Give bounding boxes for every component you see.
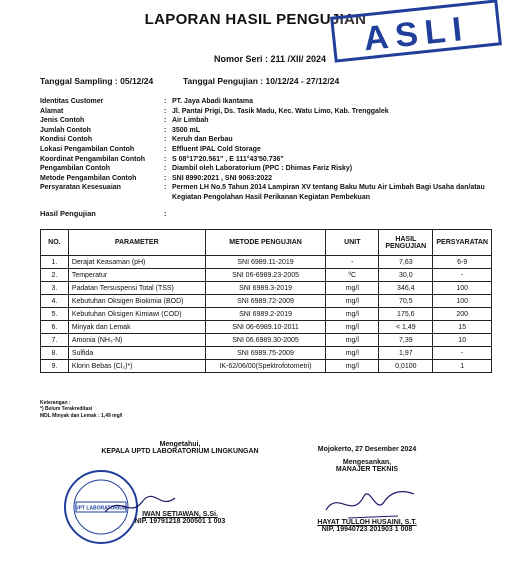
cell-no: 1.: [41, 256, 69, 269]
table-row: [41, 334, 492, 347]
cell-method: SNI 6989.75-2009: [205, 347, 326, 360]
cell-method: SNI 06-6989.10-2011: [205, 321, 326, 334]
table-row: [41, 282, 492, 295]
table-row: [41, 308, 492, 321]
info-row: Koordinat Pengambilan Contoh : S 08°17'20.561" , E 111°43'50.736": [40, 155, 284, 163]
info-row: Persyaratan Kesesuaian : Permen LH No.5 Tahun 2014 Lampiran XV tentang Baku Mutu Air Limbah Bagi Usaha dan/atau Kegiatan Pengolahan Hasil Perikanan Kegiatan Pembekuan: [40, 184, 485, 201]
serial-number: Nomor Seri : 211 /XII/ 2024: [214, 54, 327, 64]
info-row: Identitas Customer : PT. Jaya Abadi Ikantama: [40, 98, 254, 105]
col-requirement: PERSYARATAN: [433, 230, 492, 256]
cell-unit: mg/l: [326, 321, 379, 334]
table-row: [41, 256, 492, 269]
results-colon: :: [164, 209, 167, 218]
cell-unit: mg/l: [326, 347, 379, 360]
cell-method: SNI 06.6989.30-2005: [205, 334, 326, 347]
info-row: Pengambilan Contoh : Diambil oleh Laboratorium (PPC : Dhimas Fariz Risky): [40, 165, 353, 173]
cell-requirement: 100: [433, 295, 492, 308]
results-table: [40, 229, 492, 373]
info-row: Alamat : Jl. Pantai Prigi, Ds. Tasik Madu, Kec. Watu Limo, Kab. Trenggalek: [40, 107, 389, 115]
table-row: [41, 360, 492, 373]
cell-method: SNI 6989.11-2019: [205, 256, 326, 269]
cell-result: < 1,49: [379, 321, 433, 334]
cell-method: SNI 6989.72-2009: [205, 295, 326, 308]
info-row: Lokasi Pengambilan Contoh : Effluent IPAL Cold Storage: [40, 145, 261, 153]
cell-parameter: Temperatur: [68, 269, 205, 282]
col-no: NO.: [41, 230, 69, 256]
info-row: Metode Pengambilan Contoh : SNI 8990:2021 , SNI 9063:2022: [40, 174, 273, 182]
info-row: Kondisi Contoh : Keruh dan Berbau: [40, 136, 233, 144]
table-row: [41, 347, 492, 360]
cell-result: 346,4: [379, 282, 433, 295]
cell-parameter: Minyak dan Lemak: [68, 321, 205, 334]
svg-text:UPT LABORATORIUM: UPT LABORATORIUM: [74, 505, 128, 512]
sampling-date: Tanggal Sampling : 05/12/24: [40, 76, 154, 86]
cell-parameter: Amonia (NH₃-N): [68, 334, 205, 347]
cell-unit: mg/l: [326, 308, 379, 321]
cell-requirement: 10: [433, 334, 492, 347]
cell-result: 70,5: [379, 295, 433, 308]
info-row: Jumlah Contoh : 3500 mL: [40, 126, 201, 134]
cell-method: SNI 6989.2-2019: [205, 308, 326, 321]
sig-left-title: KEPALA UPTD LABORATORIUM LINGKUNGAN: [101, 448, 259, 455]
cell-parameter: Kebutuhan Oksigen Kimiawi (COD): [68, 308, 205, 321]
cell-unit: -: [326, 256, 379, 269]
cell-result: 7,39: [379, 334, 433, 347]
table-header-row: [41, 230, 492, 256]
cell-no: 5.: [41, 308, 69, 321]
cell-requirement: 200: [433, 308, 492, 321]
cell-no: 2.: [41, 269, 69, 282]
note-item: *) Belum Terakreditasi: [40, 406, 93, 413]
sig-right-nip: NIP. 19940723 201903 1 008: [321, 526, 413, 533]
cell-method: IK-62/06/00(Spektrofotometri): [205, 360, 326, 373]
signature-left-icon: [100, 490, 180, 520]
cell-no: 4.: [41, 295, 69, 308]
cell-no: 9.: [41, 360, 69, 373]
cell-requirement: -: [433, 347, 492, 360]
cell-method: SNI 6989.3-2019: [205, 282, 326, 295]
cell-no: 6.: [41, 321, 69, 334]
cell-unit: mg/l: [326, 295, 379, 308]
table-row: [41, 269, 492, 282]
cell-parameter: Kebutuhan Oksigen Biokimia (BOD): [68, 295, 205, 308]
col-unit: UNIT: [326, 230, 379, 256]
cell-no: 8.: [41, 347, 69, 360]
cell-parameter: Klorin Bebas (Cl₂)*): [68, 360, 205, 373]
results-label: Hasil Pengujian: [40, 209, 96, 218]
cell-requirement: 15: [433, 321, 492, 334]
col-parameter: PARAMETER: [68, 230, 205, 256]
table-row: [41, 295, 492, 308]
cell-unit: mg/l: [326, 334, 379, 347]
cell-unit: mg/l: [326, 360, 379, 373]
signature-right-icon: [318, 480, 418, 524]
sig-left-nip: NIP. 19791218 200501 1 003: [134, 518, 226, 525]
sig-right-line1: Mengesankan,: [342, 459, 392, 466]
cell-result: 1,97: [379, 347, 433, 360]
cell-parameter: Padatan Tersuspensi Total (TSS): [68, 282, 205, 295]
table-row: [41, 321, 492, 334]
sig-left-name: IWAN SETIAWAN, S.Si.: [142, 511, 218, 518]
cell-requirement: 100: [433, 282, 492, 295]
notes: [40, 400, 122, 419]
sig-left-line1: Mengetahui,: [159, 441, 201, 448]
cell-requirement: 6-9: [433, 256, 492, 269]
cell-requirement: 1: [433, 360, 492, 373]
cell-unit: mg/l: [326, 282, 379, 295]
cell-result: 30,0: [379, 269, 433, 282]
note-item: MDL Minyak dan Lemak : 1,49 mg/l: [40, 412, 123, 419]
sig-right-title: MANAJER TEKNIS: [335, 466, 399, 473]
col-result: HASIL PENGUJIAN: [379, 230, 433, 256]
cell-no: 7.: [41, 334, 69, 347]
cell-parameter: Sulfida: [68, 347, 205, 360]
cell-no: 3.: [41, 282, 69, 295]
testing-date: Tanggal Pengujian : 10/12/24 - 27/12/24: [183, 76, 340, 86]
cell-method: SNI 06-6989.23-2005: [205, 269, 326, 282]
cell-result: 0,0100: [379, 360, 433, 373]
sig-right-date: Mojokerto, 27 Desember 2024: [317, 446, 417, 453]
info-row: Jenis Contoh : Air Limbah: [40, 117, 209, 125]
col-method: METODE PENGUJIAN: [205, 230, 326, 256]
notes-title: Keterangan :: [40, 400, 71, 406]
cell-result: 175,6: [379, 308, 433, 321]
asli-stamp: ASLI: [330, 0, 502, 63]
cell-result: 7,63: [379, 256, 433, 269]
cell-unit: ºC: [326, 269, 379, 282]
sig-right-name: HAYAT TULLOH HUSAINI, S.T.: [317, 519, 417, 526]
cell-requirement: -: [433, 269, 492, 282]
customer-info: [40, 97, 510, 203]
cell-parameter: Derajat Keasaman (pH): [68, 256, 205, 269]
report-title: LAPORAN HASIL PENGUJIAN: [144, 11, 367, 28]
